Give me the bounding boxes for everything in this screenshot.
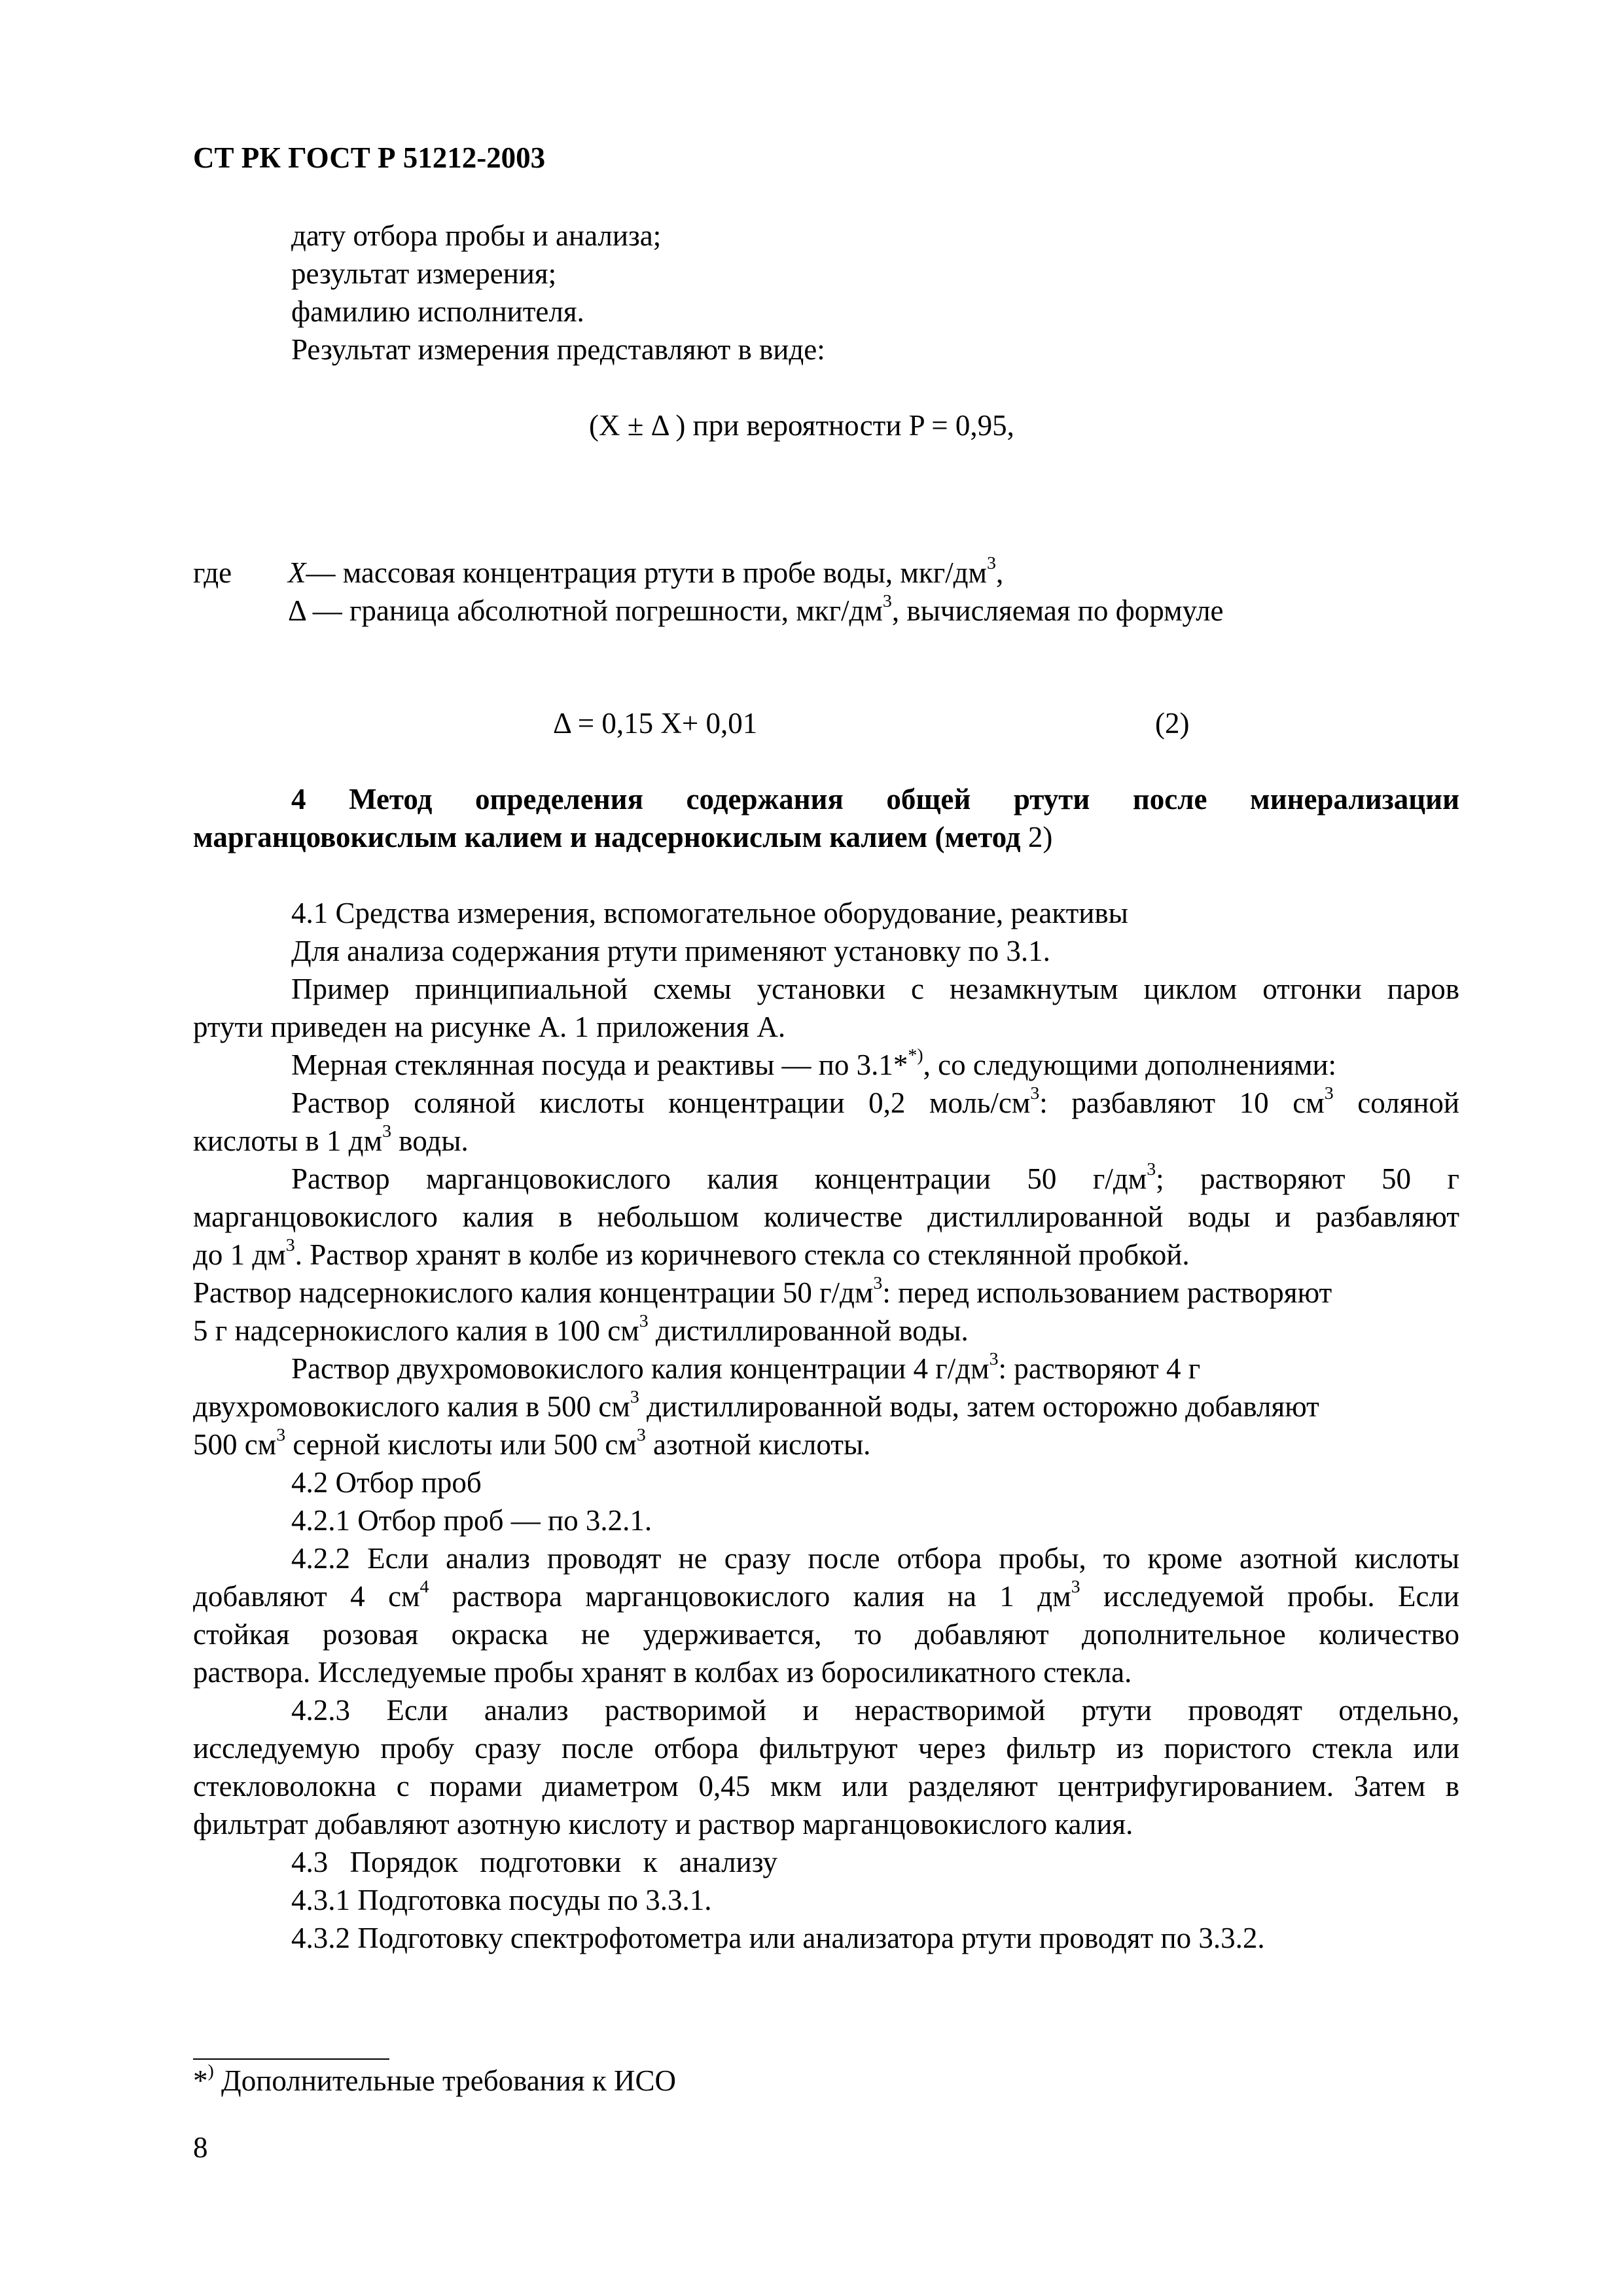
paragraph: 4.3.1 Подготовка посуды по 3.3.1. xyxy=(291,1884,712,1916)
list-item: результат измерения; xyxy=(291,257,557,290)
footnote: *) Дополнительные требования к ИСО xyxy=(193,2061,676,2097)
paragraph: Для анализа содержания ртути применяют установку по 3.1. xyxy=(291,935,1050,967)
where-x-definition: X— массовая концентрация ртути в пробе воды, мкг/$дм^3$, xyxy=(288,553,1004,589)
paragraph: двухромовокислого калия в 500 $см^3$ дистиллированной воды, затем осторожно добавляют xyxy=(193,1387,1319,1423)
paragraph: ртути приведен на рисунке А. 1 приложения А. xyxy=(193,1011,786,1043)
x-symbol: X xyxy=(288,556,306,589)
section-4-title-line-2: марганцовокислым калием и надсернокислым калием (метод 2) xyxy=(193,821,1053,853)
footnote-divider xyxy=(193,2058,389,2060)
paragraph: до 1 $дм^3$. Раствор хранят в колбе из коричневого стекла со стеклянной пробкой. xyxy=(193,1235,1190,1271)
formula-2-number: (2) xyxy=(1155,707,1190,740)
list-item: фамилию исполнителя. xyxy=(291,295,584,328)
paragraph: Мерная стеклянная посуда и реактивы — по 3.1**), со следующими дополнениями: xyxy=(291,1045,1337,1081)
list-item: дату отбора пробы и анализа; xyxy=(291,219,662,252)
paragraph: 4.2.3 Если анализ растворимой и нерастворимой ртути проводят отдельно, xyxy=(291,1694,1459,1727)
paragraph: фильтрат добавляют азотную кислоту и раствор марганцовокислого калия. xyxy=(193,1808,1133,1840)
paragraph: Раствор двухромовокислого калия концентрации 4 $г/дм^3$: растворяют 4 г xyxy=(291,1349,1201,1385)
paragraph: 4.2.1 Отбор проб — по 3.2.1. xyxy=(291,1504,652,1537)
paragraph: 500 $см^3$ серной кислоты или 500 $см^3$ азотной кислоты. xyxy=(193,1425,871,1461)
paragraph: раствора. Исследуемые пробы хранят в колбах из боросиликатного стекла. xyxy=(193,1656,1132,1689)
formula-result: (X ± Δ ) при вероятности P = 0,95, xyxy=(589,409,1014,442)
paragraph: Пример принципиальной схемы установки с незамкнутым циклом отгонки паров xyxy=(291,973,1459,1005)
paragraph: исследуемую пробу сразу после отбора фильтруют через фильтр из пористого стекла или xyxy=(193,1732,1459,1765)
result-intro: Результат измерения представляют в виде: xyxy=(291,333,825,366)
paragraph: Раствор марганцовокислого калия концентрации 50 $г/дм^3$; растворяют 50 г xyxy=(291,1159,1459,1195)
subsection-4-3-title: 4.3 Порядок подготовки к анализу xyxy=(291,1846,778,1878)
formula-2: Δ = 0,15 X+ 0,01 xyxy=(553,707,758,740)
document-header: СТ РК ГОСТ Р 51212-2003 xyxy=(193,141,546,174)
paragraph: добавляют 4 $см^4$ раствора марганцовокислого калия на 1 $дм^3$ исследуемой пробы. Если xyxy=(193,1577,1459,1613)
page-number: 8 xyxy=(193,2131,208,2164)
paragraph: 4.3.2 Подготовку спектрофотометра или анализатора ртути проводят по 3.3.2. xyxy=(291,1922,1265,1954)
where-delta-definition: Δ — граница абсолютной погрешности, мкг/$дм^3$, вычисляемая по формуле xyxy=(288,591,1224,627)
subsection-4-2-title: 4.2 Отбор проб xyxy=(291,1466,482,1499)
where-label: где xyxy=(193,556,232,589)
paragraph: стойкая розовая окраска не удерживается, то добавляют дополнительное количество xyxy=(193,1618,1459,1651)
paragraph: стекловолокна с порами диаметром 0,45 мкм или разделяют центрифугированием. Затем в xyxy=(193,1770,1459,1803)
subsection-4-1-title: 4.1 Средства измерения, вспомогательное оборудование, реактивы xyxy=(291,897,1128,929)
paragraph: 4.2.2 Если анализ проводят не сразу после отбора пробы, то кроме азотной кислоты xyxy=(291,1542,1459,1575)
paragraph: кислоты в 1 $дм^3$ воды. xyxy=(193,1121,469,1157)
paragraph: Раствор соляной кислоты концентрации 0,2 моль/$см^3$: разбавляют 10 $см^3$ соляной xyxy=(291,1083,1459,1119)
section-4-title-line-1: 4 Метод определения содержания общей ртути после минерализации xyxy=(291,783,1459,816)
paragraph: Раствор надсернокислого калия концентрации 50 $г/дм^3$: перед использованием растворяют xyxy=(193,1273,1332,1309)
paragraph: марганцовокислого калия в небольшом количестве дистиллированной воды и разбавляют xyxy=(193,1200,1459,1233)
paragraph: 5 г надсернокислого калия в 100 $см^3$ дистиллированной воды. xyxy=(193,1311,969,1347)
